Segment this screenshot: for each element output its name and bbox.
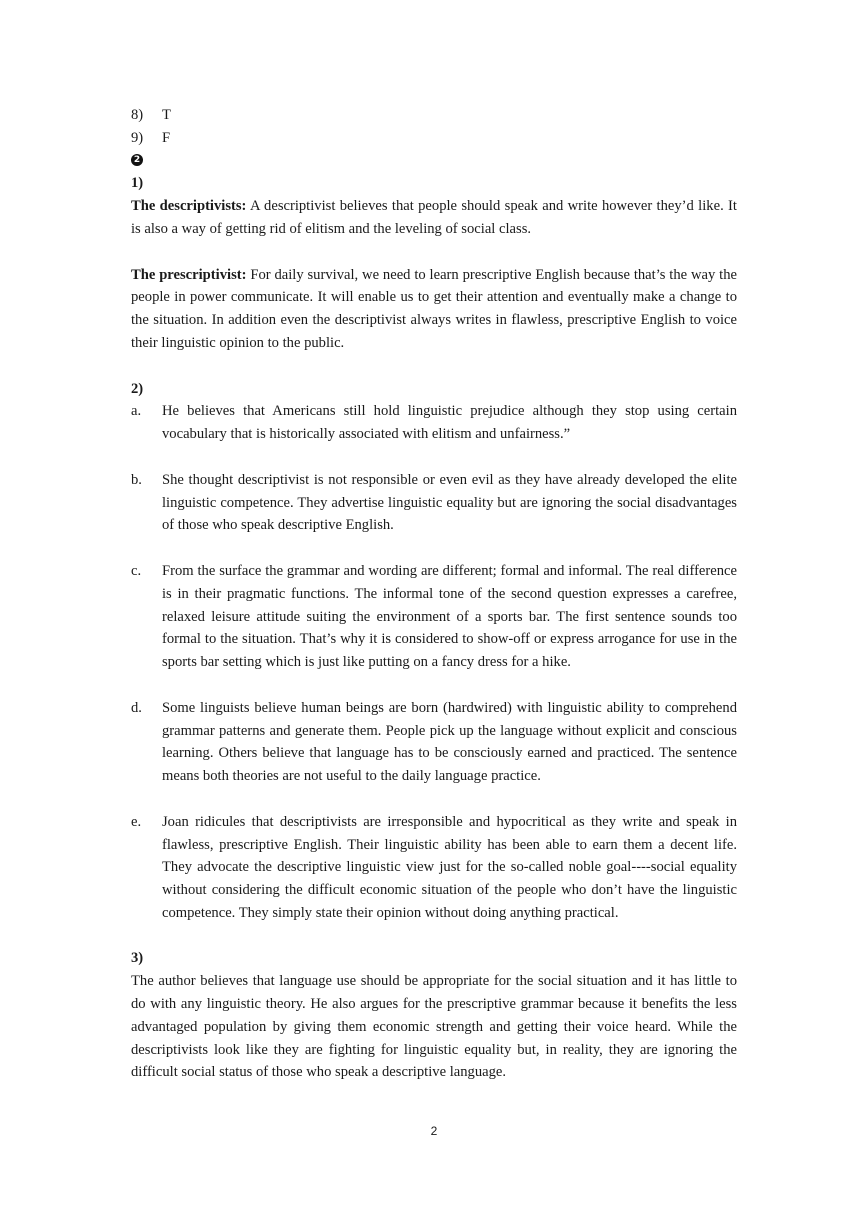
answer-value: T — [162, 107, 171, 123]
question-1-label: 1) — [131, 175, 144, 192]
document-page — [131, 104, 737, 1084]
section-marker — [131, 150, 737, 173]
prescriptivist-text: For daily survival, we need to learn prescriptive English because that’s the way the people in power communicate. It will enable us to get their attention and eventually make a change to the situation. In addition even the descriptivist always writes in flawless, prescriptive English to voice their linguistic opinion to the public. — [131, 266, 737, 351]
descriptivists-paragraph — [131, 195, 737, 241]
item-letter: d. — [131, 699, 142, 716]
item-letter: b. — [131, 471, 142, 488]
item-text: He believes that Americans still hold linguistic prejudice although they stop using certain vocabulary that is historically associated with elitism and unfairness.” — [162, 403, 737, 443]
answer-8 — [131, 104, 737, 127]
prescriptivist-label: The prescriptivist: — [131, 266, 247, 283]
section-number-icon: 2 — [131, 154, 143, 166]
item-text: From the surface the grammar and wording are different; formal and informal. The real difference is in their pragmatic functions. The informal tone of the second question expresses a carefree, relaxed leisure attitude suiting the environment of a sports bar. The first sentence sounds too formal to the situation. That’s why it is considered to show-off or express arrogance for use in the sports bar setting which is just like putting on a fancy dress for a hike. — [162, 562, 737, 671]
page-number: 2 — [430, 1124, 438, 1138]
question-3-paragraph: The author believes that language use should be appropriate for the social situation and it has little to do with any linguistic theory. He also argues for the prescriptive grammar because it benefits the less advantaged population by giving them economic strength and getting their voice heard. While the descriptivists look like they are fighting for linguistic equality but, in reality, they are ignoring the difficult social status of those who speak a descriptive language. — [131, 973, 737, 1081]
list-item-d — [131, 697, 737, 788]
descriptivists-label: The descriptivists: — [131, 198, 247, 215]
answer-value: F — [162, 129, 171, 146]
item-text: Joan ridicules that descriptivists are irresponsible and hypocritical as they write and speak in flawless, prescriptive English. Their linguistic ability has been able to earn them a decent life. They advocate the descriptive linguistic view just for the so-called noble goal----social equality without considering the difficult economic situation of the people who don’t have the linguistic competence. They simply state their opinion without doing anything practical. — [162, 813, 737, 921]
item-letter: e. — [131, 813, 142, 830]
answer-number: 9) — [131, 129, 144, 146]
answer-9 — [131, 127, 737, 150]
answer-number: 8) — [131, 107, 144, 123]
list-item-b — [131, 469, 737, 537]
list-item-c — [131, 560, 737, 674]
list-item-a — [131, 400, 737, 446]
question-3-label: 3) — [131, 950, 144, 967]
item-text: She thought descriptivist is not responsible or even evil as they have already developed the elite linguistic competence. They advertise linguistic equality but are ignoring the social disadvantages of those who speak descriptive English. — [162, 471, 737, 534]
list-item-e — [131, 811, 737, 925]
item-text: Some linguists believe human beings are born (hardwired) with linguistic ability to comprehend grammar patterns and generate them. People pick up the language without explicit and conscious learning. Others believe that language has to be consciously earned and practiced. The sentence means both theories are not useful to the daily language practice. — [162, 699, 737, 785]
descriptivists-text: A descriptivist believes that people should speak and write however they’d like. It is also a way of getting rid of elitism and the leveling of social class. — [131, 198, 737, 237]
item-letter: a. — [131, 403, 142, 420]
item-letter: c. — [131, 562, 142, 579]
prescriptivist-paragraph — [131, 264, 737, 355]
question-2-label: 2) — [131, 380, 144, 397]
